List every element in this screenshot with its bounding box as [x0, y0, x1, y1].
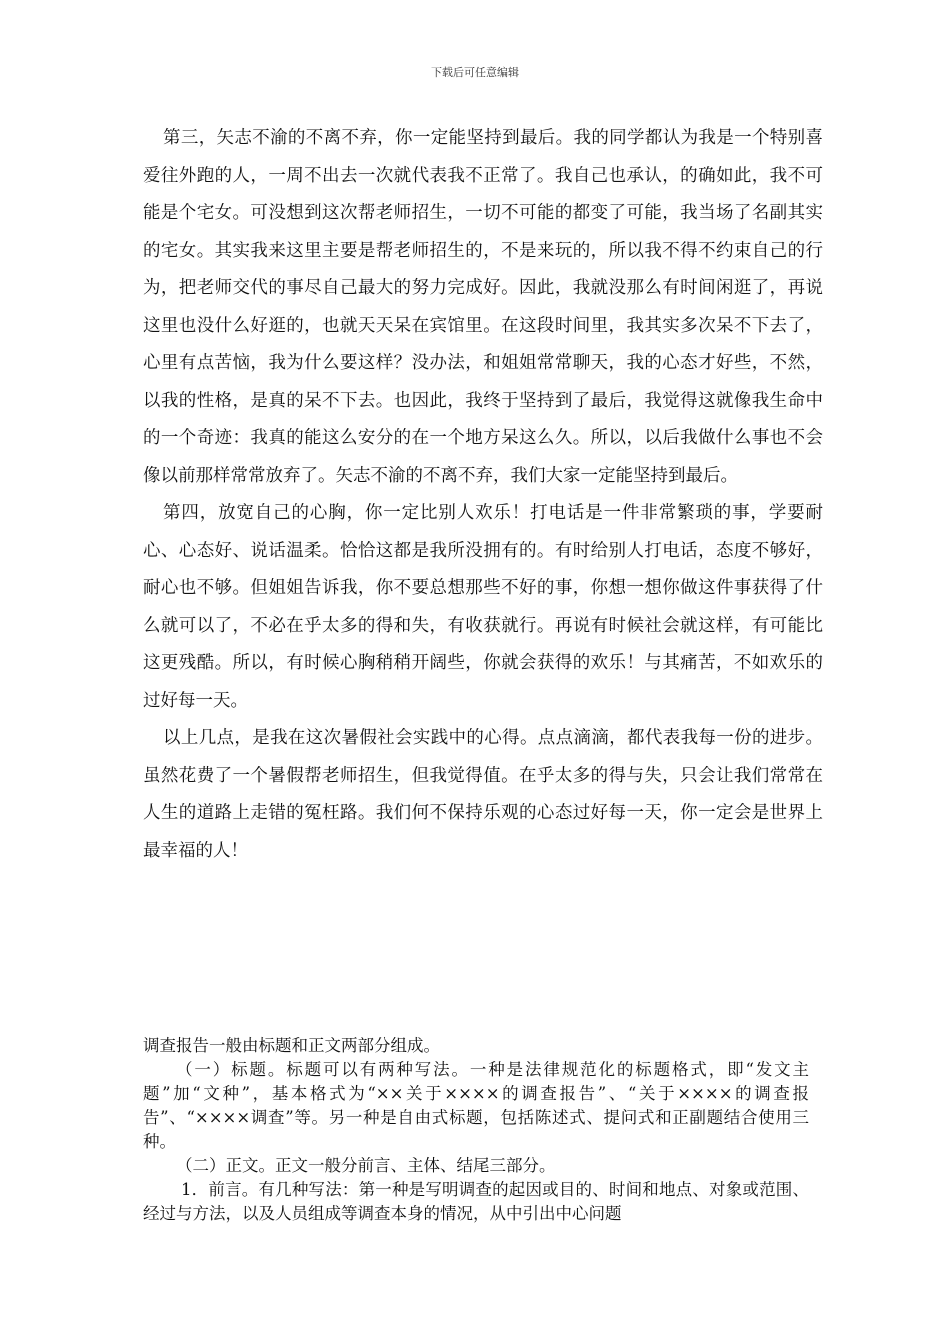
report-section [143, 1034, 809, 1226]
report-body-section: （二）正文。正文一般分前言、主体、结尾三部分。 [176, 1156, 556, 1175]
report-intro: 调查报告一般由标题和正文两部分组成。 [143, 1036, 440, 1055]
report-preface: 1．前言。有几种写法：第一种是写明调查的起因或目的、时间和地点、对象或范围、经过与方法，以及人员组成等调查本身的情况，从中引出中心问题 [143, 1180, 809, 1223]
paragraph-conclusion: 以上几点，是我在这次暑假社会实践中的心得。点点滴滴，都代表我每一份的进步。虽然花费了一个暑假帮老师招生，但我觉得值。在乎太多的得与失，只会让我们常常在人生的道路上走错的冤枉路。我们何不保持乐观的心态过好每一天，你一定会是世界上最幸福的人！ [143, 728, 823, 861]
report-title-section: （一）标题。标题可以有两种写法。一种是法律规范化的标题格式，即“发文主题”加“文种”，基本格式为“××关于××××的调查报告”、“关于××××的调查报告”、“××××调查”等。另一种是自由式标题，包括陈述式、提问式和正副题结合使用三种。 [143, 1060, 809, 1151]
essay-section [143, 120, 823, 870]
paragraph-third-point: 第三，矢志不渝的不离不弃，你一定能坚持到最后。我的同学都认为我是一个特别喜爱往外跑的人，一周不出去一次就代表我不正常了。我自己也承认，的确如此，我不可能是个宅女。可没想到这次帮老师招生，一切不可能的都变了可能，我当场了名副其实的宅女。其实我来这里主要是帮老师招生的，不是来玩的，所以我不得不约束自己的行为，把老师交代的事尽自己最大的努力完成好。因此，我就没那么有时间闲逛了，再说这里也没什么好逛的，也就天天呆在宾馆里。在这段时间里，我其实多次呆不下去了，心里有点苦恼，我为什么要这样？没办法，和姐姐常常聊天，我的心态才好些，不然，以我的性格，是真的呆不下去。也因此，我终于坚持到了最后，我觉得这就像我生命中的一个奇迹：我真的能这么安分的在一个地方呆这么久。所以，以后我做什么事也不会像以前那样常常放弃了。矢志不渝的不离不弃，我们大家一定能坚持到最后。 [143, 128, 823, 486]
paragraph-fourth-point: 第四，放宽自己的心胸，你一定比别人欢乐！打电话是一件非常繁琐的事，学要耐心、心态好、说话温柔。恰恰这都是我所没拥有的。有时给别人打电话，态度不够好，耐心也不够。但姐姐告诉我，你不要总想那些不好的事，你想一想你做这件事获得了什么就可以了，不必在乎太多的得和失，有收获就行。再说有时候社会就这样，有可能比这更残酷。所以，有时候心胸稍稍开阔些，你就会获得的欢乐！与其痛苦，不如欢乐的过好每一天。 [143, 503, 823, 711]
page-header: 下载后可任意编辑 [431, 66, 519, 79]
